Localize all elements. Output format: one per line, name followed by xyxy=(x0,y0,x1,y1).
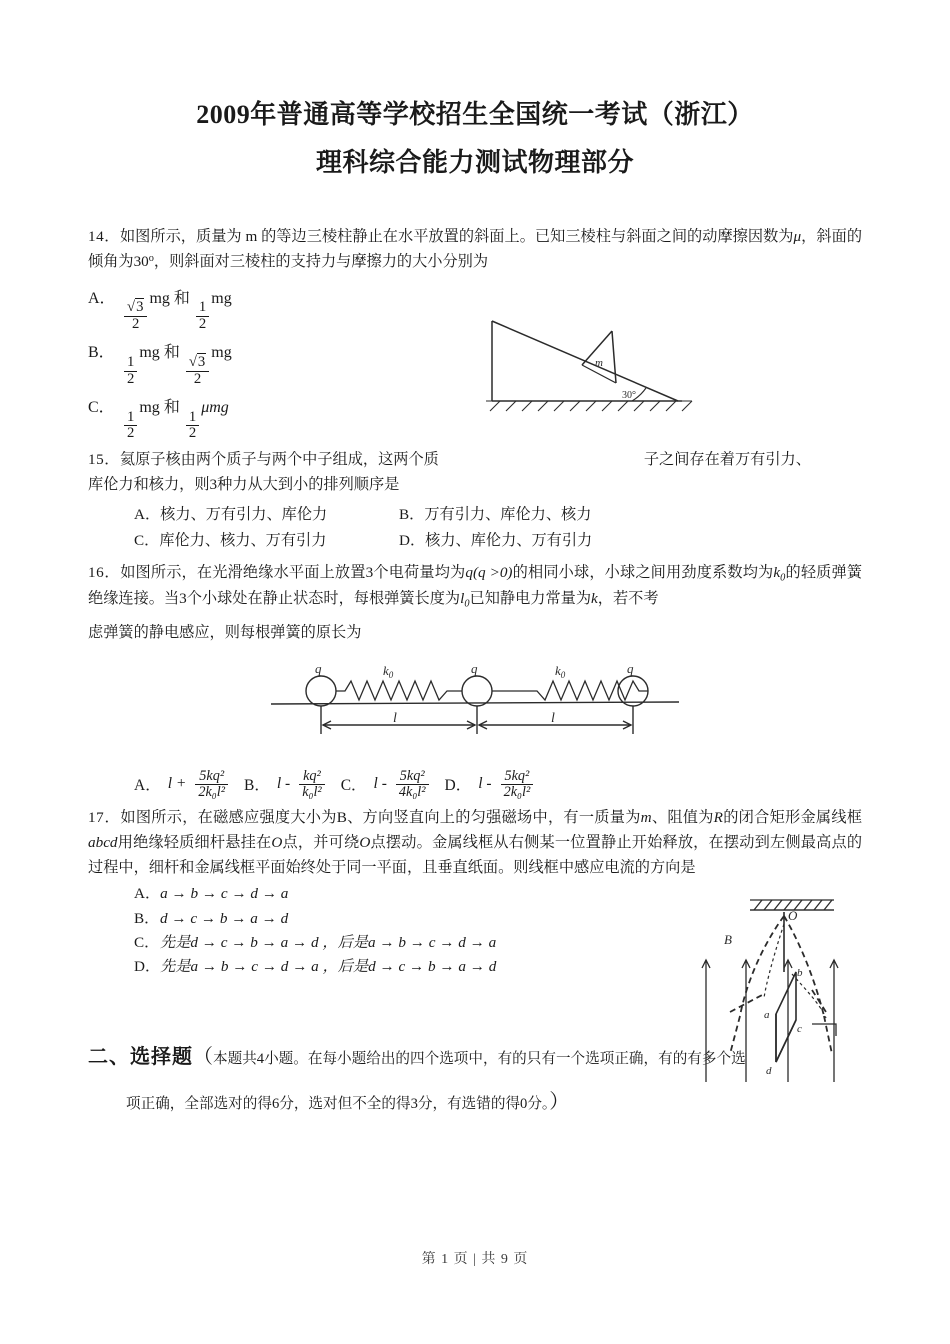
question-15-stem xyxy=(88,448,862,473)
section-2-paren-close: ） xyxy=(549,1091,570,1114)
option-d-text: 核力、库伦力、万有引力 xyxy=(425,532,593,550)
swinging-wire-frame-magnetic-field-diagram xyxy=(684,894,884,1094)
question-16-stem xyxy=(88,561,862,613)
option-c-frac1: $\frac{1}{2}$ xyxy=(124,410,137,443)
question-16-length-sub: 0 xyxy=(464,598,470,610)
spring-constant-label-2: $k_0$ xyxy=(555,662,566,680)
question-17-stem xyxy=(88,806,862,880)
option-b-text: 万有引力、库伦力、核力 xyxy=(424,505,592,523)
option-b-term2: mg xyxy=(211,344,232,362)
question-16-coulomb-constant: k xyxy=(591,589,598,607)
option-c-conj: 和 xyxy=(163,398,180,416)
option-a-text: a → b → c → d → a xyxy=(160,885,289,903)
option-b-label: B． xyxy=(88,344,115,362)
question-16-length-symbol: l xyxy=(460,589,465,607)
option-d[interactable] xyxy=(445,769,536,801)
field-label: B xyxy=(724,932,732,948)
question-15-options xyxy=(88,502,862,555)
option-a-fraction: $\frac{\text{5kq²}}{\text{2k₀l²}}$ xyxy=(195,769,228,801)
option-c-label: C． xyxy=(134,933,160,951)
question-16 xyxy=(88,561,862,801)
question-14-mu: μ xyxy=(793,228,802,246)
question-16-spring-constant: k xyxy=(773,563,781,581)
option-c-label: C． xyxy=(88,398,115,416)
option-b-frac2: √ $\frac{3}{2}$ xyxy=(186,355,209,388)
option-d-label: D． xyxy=(399,532,426,550)
option-a[interactable] xyxy=(134,769,230,801)
option-c-term1: mg xyxy=(139,398,160,416)
option-c-frac2: $\frac{1}{2}$ xyxy=(186,410,199,443)
option-a-conj: 和 xyxy=(173,289,190,307)
option-d-fraction: $\frac{\text{5kq²}}{\text{2k₀l²}}$ xyxy=(501,769,534,801)
distance-label-1: l xyxy=(393,710,397,726)
option-c-text: 库伦力、核力、万有引力 xyxy=(159,532,327,550)
option-b-term1: mg xyxy=(139,344,160,362)
question-17-number: 17． xyxy=(88,809,121,827)
option-a-label: A． xyxy=(134,885,161,903)
question-14-stem-part2: ，斜面的倾角为30 xyxy=(88,228,863,270)
option-b-label: B． xyxy=(399,505,425,523)
option-b-lead: l - xyxy=(276,775,291,793)
option-a-frac2: $\frac{1}{2}$ xyxy=(196,300,209,333)
question-15-option-row-2 xyxy=(88,528,862,555)
charge-label-2: q xyxy=(471,660,478,676)
question-17-text-5: 点，并可绕 xyxy=(282,833,360,851)
question-16-spring-constant-sub: 0 xyxy=(780,572,786,584)
question-15-stem-line2: 库伦力和核力，则3种力从大到小的排列顺序是 xyxy=(88,475,400,493)
option-a-lead: l + xyxy=(167,775,187,793)
question-15-option-row-1 xyxy=(88,502,862,529)
question-16-text-2: 的相同小球，小球之间用劲度系数均为 xyxy=(512,563,774,581)
question-14-degree: o xyxy=(148,252,154,264)
question-16-options xyxy=(88,769,862,801)
option-d-text: 先是a → b → c → d → a ，后是d → c → b → a → d xyxy=(160,958,497,976)
question-14-stem-part3: ，则斜面对三棱柱的支持力与摩擦力的大小分别为 xyxy=(153,253,489,270)
option-c[interactable] xyxy=(134,528,399,555)
option-b-conj: 和 xyxy=(163,344,180,362)
option-c-fraction: $\frac{\text{5kq²}}{\text{4k₀l²}}$ xyxy=(396,769,429,801)
option-b-text: d → c → b → a → d xyxy=(160,909,289,927)
question-17-frame-label: abcd xyxy=(88,833,118,851)
question-14 xyxy=(88,225,862,442)
question-17-text-4: 用绝缘轻质细杆悬挂在 xyxy=(117,833,272,851)
question-16-text-4: 已知静电力常量为 xyxy=(469,589,591,607)
option-a-text: 核力、万有引力、库伦力 xyxy=(160,505,328,523)
corner-label-c: c xyxy=(797,1023,802,1036)
question-15-stem-part1: 氦原子核由两个质子与两个中子组成，这两个质 xyxy=(119,451,439,469)
option-d-label: D． xyxy=(134,958,161,976)
incline-angle-label: 30° xyxy=(622,390,636,402)
option-a-term1: mg xyxy=(149,289,170,307)
three-charges-springs-diagram xyxy=(265,658,685,763)
option-b-fraction: $\frac{\text{kq²}}{\text{k₀l²}}$ xyxy=(299,769,325,801)
option-b[interactable] xyxy=(244,769,327,801)
question-15-number: 15． xyxy=(88,451,120,469)
corner-label-d: d xyxy=(766,1065,772,1078)
question-17-resistance-symbol: R xyxy=(713,809,723,827)
question-17-text-6: 点摆动。金属线框从右侧某一位置静止开始释放，在摆动到左侧最高点的过程中，细杆和金属线框平面始终处于同一平面，且垂直纸面。则线框中感应电流的方向是 xyxy=(88,833,863,876)
corner-label-a: a xyxy=(764,1009,770,1022)
page-title-line1: 2009年普通高等学校招生全国统一考试（浙江） xyxy=(196,100,754,129)
question-17-pivot-symbol-1: O xyxy=(271,833,283,851)
section-2-instructions-line2: 项正确，全部选对的得6分，选对但不全的得3分，有选错的得0分。 xyxy=(126,1096,550,1113)
inclined-plane-prism-diagram xyxy=(456,309,716,424)
option-a-label: A． xyxy=(134,505,161,523)
option-a[interactable] xyxy=(134,502,399,529)
option-c-label: C． xyxy=(340,777,367,795)
question-16-text-1: 如图所示，在光滑绝缘水平面上放置3个电荷量均为 xyxy=(120,563,466,581)
question-17-pivot-symbol-2: O xyxy=(359,833,371,851)
page-title-line2: 理科综合能力测试物理部分 xyxy=(315,147,634,177)
option-b-label: B． xyxy=(244,777,270,795)
option-c-text: 先是d → c → b → a → d ，后是a → b → c → d → a xyxy=(160,933,497,951)
option-d-lead: l - xyxy=(478,775,492,793)
question-14-stem-part1: 如图所示，质量为 m 的等边三棱柱静止在水平放置的斜面上。已知三棱柱与斜面之间的动摩擦因数为 xyxy=(119,228,794,246)
option-c-lead: l - xyxy=(373,775,387,793)
section-2-instructions-line1: 本题共4小题。在每小题给出的四个选项中，有的只有一个选项正确，有的有多个选 xyxy=(213,1051,746,1068)
option-d-label: D． xyxy=(444,777,472,795)
page-footer: 第 1 页 | 共 9 页 xyxy=(421,1252,529,1267)
prism-mass-label: m xyxy=(595,357,603,370)
option-a-frac1: √ $\frac{3}{2}$ xyxy=(124,300,147,333)
option-c-term2: μmg xyxy=(201,398,229,416)
section-2-paren-open: （ xyxy=(193,1046,213,1069)
option-a-label: A． xyxy=(88,289,116,307)
pivot-label: O xyxy=(788,908,798,924)
question-15 xyxy=(88,448,862,554)
option-a-label: A． xyxy=(134,777,161,795)
section-2-title: 二、选择题 xyxy=(88,1046,193,1069)
option-c[interactable] xyxy=(341,769,431,801)
question-16-charge-symbol: q xyxy=(465,563,473,581)
question-17-text-3: 的闭合矩形金属线框 xyxy=(722,809,863,827)
charge-label-3: q xyxy=(627,660,634,676)
corner-label-b: b xyxy=(797,967,803,980)
question-15-stem-part2: 子之间存在着万有引力、 xyxy=(643,451,811,469)
option-d[interactable] xyxy=(399,528,592,555)
question-16-stem-line3: 虑弹簧的静电感应，则每根弹簧的原长为 xyxy=(88,623,362,641)
distance-label-2: l xyxy=(551,710,555,726)
question-16-charge-condition: (q >0) xyxy=(472,563,513,581)
option-b-frac1: $\frac{1}{2}$ xyxy=(124,355,137,388)
question-16-text-5: ，若不考 xyxy=(597,589,659,607)
question-17-text-2: 、阻值为 xyxy=(651,809,714,827)
question-17-text-1: 如图所示，在磁感应强度大小为B、方向竖直向上的匀强磁场中，有一质量为 xyxy=(120,809,641,827)
charge-label-1: q xyxy=(315,660,322,676)
question-14-stem xyxy=(88,225,862,274)
question-14-number: 14． xyxy=(88,228,120,246)
question-16-text-3: 的轻质弹簧绝缘连接。当3个小球处在静止状态时，每根弹簧长度为 xyxy=(88,563,863,607)
question-17-mass-symbol: m xyxy=(640,809,652,827)
option-a-term2: mg xyxy=(211,289,232,307)
spring-constant-label-1: $k_0$ xyxy=(383,662,394,680)
option-b[interactable] xyxy=(399,502,591,529)
option-c-label: C． xyxy=(134,532,160,550)
question-16-number: 16． xyxy=(88,563,121,581)
option-b-label: B． xyxy=(134,909,160,927)
